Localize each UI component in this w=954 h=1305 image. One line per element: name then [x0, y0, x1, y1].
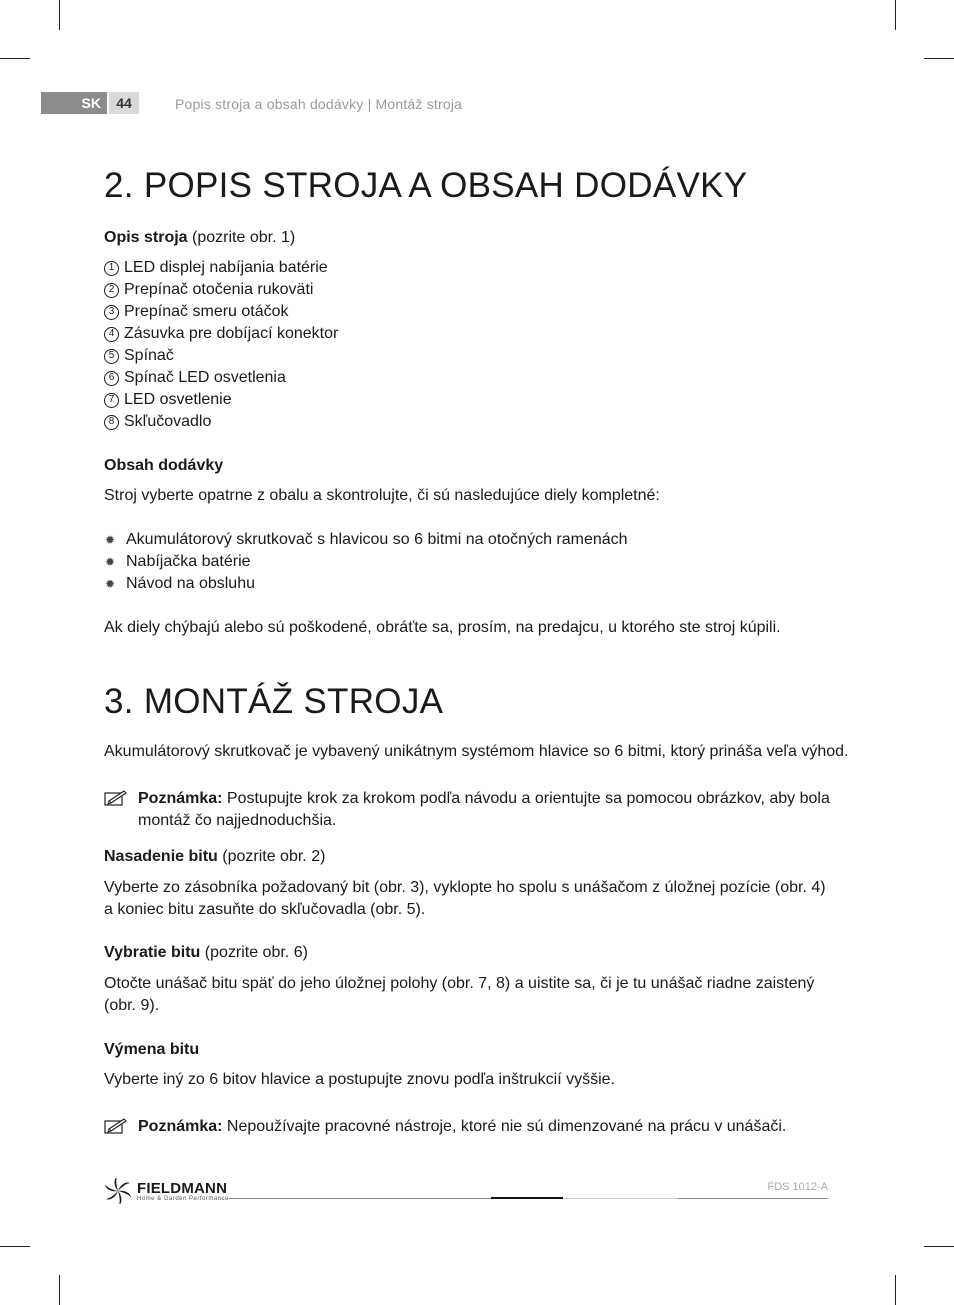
contents-heading: Obsah dodávky — [104, 457, 224, 474]
note-box — [104, 788, 830, 832]
crop-mark — [924, 58, 954, 59]
note-pencil-icon — [104, 788, 138, 832]
part-label: Spínač — [124, 347, 174, 364]
contents-item-label: Návod na obsluhu — [126, 575, 255, 592]
exchange-text: Vyberte iný zo 6 bitov hlavice a postupujte znovu podľa inštrukcií vyššie. — [104, 1071, 616, 1088]
description-heading: Opis stroja — [104, 229, 188, 246]
list-item — [104, 573, 628, 595]
gear-bullet-icon: ✹ — [104, 555, 116, 569]
note-text: Postupujte krok za krokom podľa návodu a orientujte sa pomocou obrázkov, aby bola montáž čo najjednoduchšia. — [138, 790, 830, 829]
insert-heading: Nasadenie bitu — [104, 848, 218, 865]
note-label: Poznámka: — [138, 1118, 223, 1135]
contents-intro: Stroj vyberte opatrne z obalu a skontrolujte, či sú nasledujúce diely kompletné: — [104, 487, 660, 504]
brand-tagline: Home & Garden Performance — [137, 1195, 229, 1202]
note-pencil-icon — [104, 1116, 138, 1141]
list-item — [104, 411, 338, 433]
list-item — [104, 367, 338, 389]
crop-mark — [59, 0, 60, 30]
part-number: 7 — [104, 393, 119, 408]
parts-list — [104, 257, 338, 433]
fan-logo-icon — [104, 1178, 132, 1204]
part-label: Skľučovadlo — [124, 413, 212, 430]
part-number: 3 — [104, 305, 119, 320]
insert-ref: (pozrite obr. 2) — [217, 848, 326, 865]
list-item — [104, 257, 338, 279]
part-label: Spínač LED osvetlenia — [124, 369, 286, 386]
model-code: FDS 1012-A — [767, 1181, 828, 1193]
exchange-heading: Výmena bitu — [104, 1041, 200, 1058]
assembly-intro: Akumulátorový skrutkovač je vybavený unikátnym systémom hlavice so 6 bitmi, ktorý prináša veľa výhod. — [104, 743, 849, 760]
list-item — [104, 529, 628, 551]
part-label: LED displej nabíjania batérie — [124, 259, 328, 276]
part-label: Prepínač smeru otáčok — [124, 303, 289, 320]
insert-heading-line — [104, 846, 325, 868]
part-number: 2 — [104, 283, 119, 298]
missing-parts-note: Ak diely chýbajú alebo sú poškodené, obráťte sa, prosím, na predajcu, u ktorého ste stroj kúpili. — [104, 619, 781, 636]
page-number: 44 — [109, 92, 139, 114]
crop-mark — [59, 1275, 60, 1305]
gear-bullet-icon: ✹ — [104, 577, 116, 591]
section-2-title: 2. POPIS STROJA A OBSAH DODÁVKY — [104, 166, 748, 205]
list-item — [104, 551, 628, 573]
crop-mark — [895, 0, 896, 30]
footer-divider — [491, 1197, 563, 1199]
brand-logo — [104, 1178, 229, 1204]
section-3-title: 3. MONTÁŽ STROJA — [104, 682, 444, 721]
part-number: 8 — [104, 415, 119, 430]
list-item — [104, 301, 338, 323]
running-title: Popis stroja a obsah dodávky | Montáž stroja — [175, 96, 463, 112]
part-label: Zásuvka pre dobíjací konektor — [124, 325, 339, 342]
list-item — [104, 345, 338, 367]
crop-mark — [0, 58, 30, 59]
remove-ref: (pozrite obr. 6) — [200, 944, 308, 961]
description-ref: (pozrite obr. 1) — [187, 229, 296, 246]
part-number: 1 — [104, 261, 119, 276]
list-item — [104, 323, 338, 345]
contents-list — [104, 529, 628, 595]
description-heading-line — [104, 227, 295, 249]
part-number: 6 — [104, 371, 119, 386]
footer-divider — [563, 1198, 678, 1199]
footer-divider — [678, 1198, 828, 1199]
note-text: Nepoužívajte pracovné nástroje, ktoré nie sú dimenzované na prácu v unášači. — [222, 1118, 787, 1135]
list-item — [104, 389, 338, 411]
language-tag: SK — [41, 92, 107, 114]
part-label: LED osvetlenie — [124, 391, 232, 408]
part-label: Prepínač otočenia rukoväti — [124, 281, 314, 298]
brand-name: FIELDMANN — [137, 1179, 228, 1197]
note-box — [104, 1116, 830, 1141]
footer-divider — [229, 1198, 491, 1199]
crop-mark — [924, 1246, 954, 1247]
page-header — [41, 92, 139, 114]
remove-heading-line — [104, 942, 308, 964]
contents-item-label: Akumulátorový skrutkovač s hlavicou so 6 bitmi na otočných ramenách — [126, 531, 628, 548]
remove-text: Otočte unášač bitu späť do jeho úložnej polohy (obr. 7, 8) a uistite sa, či je tu unášač riadne zaistený (obr. 9). — [104, 975, 815, 1014]
part-number: 4 — [104, 327, 119, 342]
crop-mark — [895, 1275, 896, 1305]
insert-text: Vyberte zo zásobníka požadovaný bit (obr. 3), vyklopte ho spolu s unášačom z úložnej pozície (obr. 4) a koniec bitu zasuňte do skľučovadla (obr. 5). — [104, 879, 826, 918]
list-item — [104, 279, 338, 301]
part-number: 5 — [104, 349, 119, 364]
gear-bullet-icon: ✹ — [104, 533, 116, 547]
contents-item-label: Nabíjačka batérie — [126, 553, 251, 570]
note-label: Poznámka: — [138, 790, 223, 807]
crop-mark — [0, 1246, 30, 1247]
remove-heading: Vybratie bitu — [104, 944, 201, 961]
